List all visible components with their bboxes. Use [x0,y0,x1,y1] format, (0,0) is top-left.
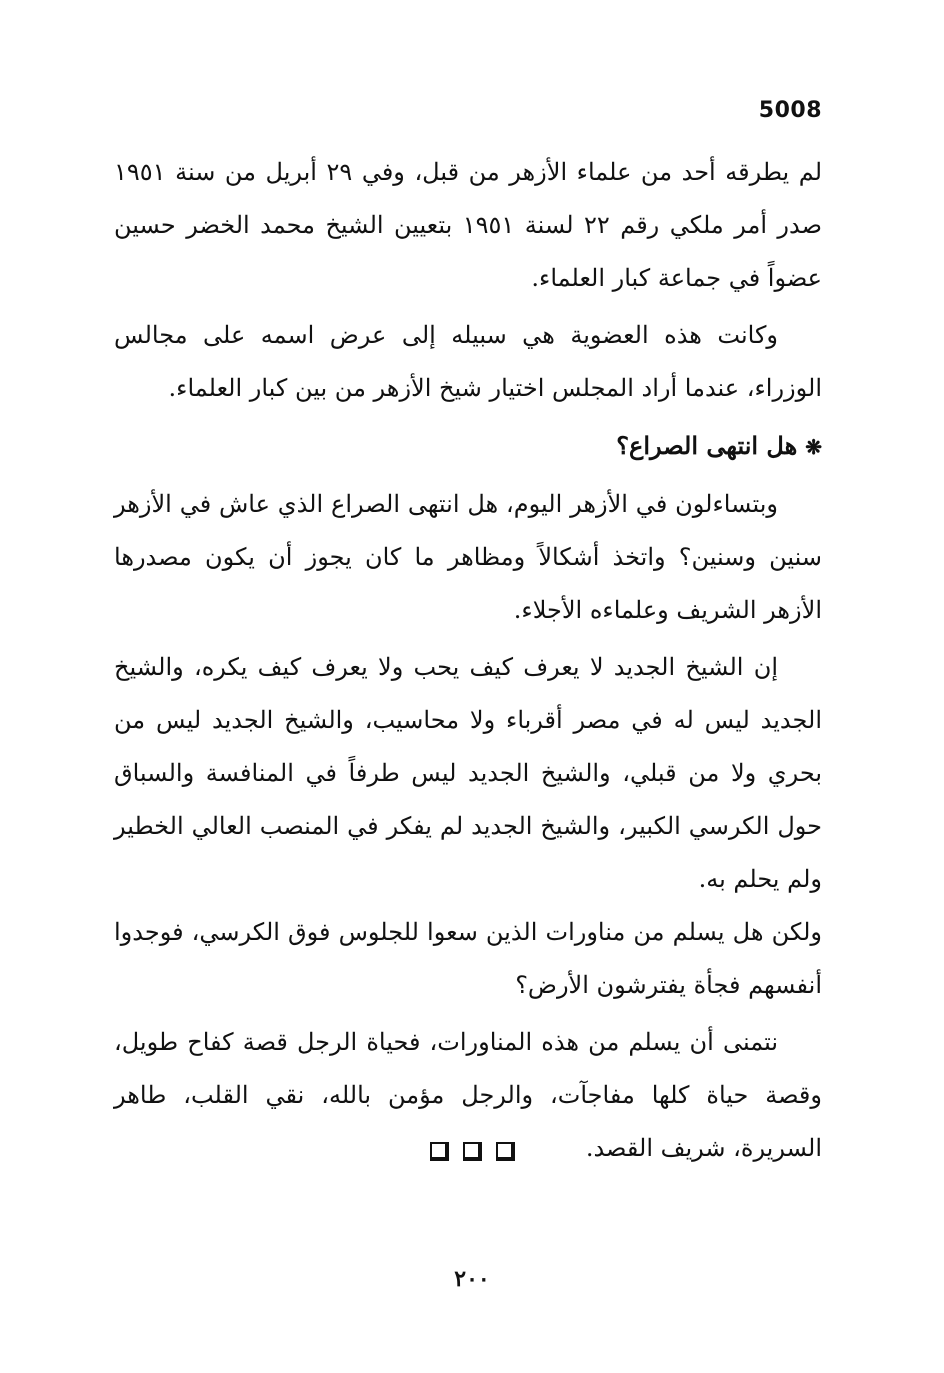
paragraph-4: إن الشيخ الجديد لا يعرف كيف يحب ولا يعرف كيف يكره، والشيخ الجديد ليس له في مصر أقرباء ولا محاسيب، والشيخ الجديد ليس من بحري ولا من قبلي، والشيخ الجديد ليس طرفاً في المنافسة والسباق حول الكرسي الكبير، والشيخ الجديد لم يفكر في المنصب العالي الخطير ولم يحلم به. [114,653,822,893]
section-heading [114,419,822,474]
main-text [114,146,822,1179]
paragraph-2: وكانت هذه العضوية هي سبيله إلى عرض اسمه على مجالس الوزراء، عندما أراد المجلس اختيار شيخ الأزهر من بين كبار العلماء. [114,321,822,402]
section-heading-text: هل انتهى الصراع؟ [616,431,798,460]
paragraph-5: ولكن هل يسلم من مناورات الذين سعوا للجلوس فوق الكرسي، فوجدوا أنفسهم فجأة يفترشون الأرض؟ [114,918,822,999]
paragraph-1: لم يطرقه أحد من علماء الأزهر من قبل، وفي ٢٩ أبريل من سنة ١٩٥١ صدر أمر ملكي رقم ٢٢ لسنة ١٩٥١ بتعيين الشيخ محمد الخضر حسين عضواً في جماعة كبار العلماء. [114,158,823,292]
section-separator [0,1142,944,1161]
paragraph-6: نتمنى أن يسلم من هذه المناورات، فحياة الرجل قصة كفاح طويل، وقصة حياة كلها مفاجآت، والرجل مؤمن بالله، نقي القلب، طاهر السريرة، شريف القصد. [114,1028,822,1162]
paragraph-3: وبتساءلون في الأزهر اليوم، هل انتهى الصراع الذي عاش في الأزهر سنين وسنين؟ واتخذ أشكالاً ومظاهر ما كان يجوز أن يكون مصدرها الأزهر الشريف وعلماءه الأجلاء. [114,490,822,624]
page-code-number: 5008 [758,98,822,123]
separator-square-icon [463,1142,482,1161]
separator-square-icon [430,1142,449,1161]
separator-square-icon [496,1142,515,1161]
heading-bullet-icon: ❋ [805,435,822,459]
page-number: ٢٠٠ [454,1266,490,1292]
